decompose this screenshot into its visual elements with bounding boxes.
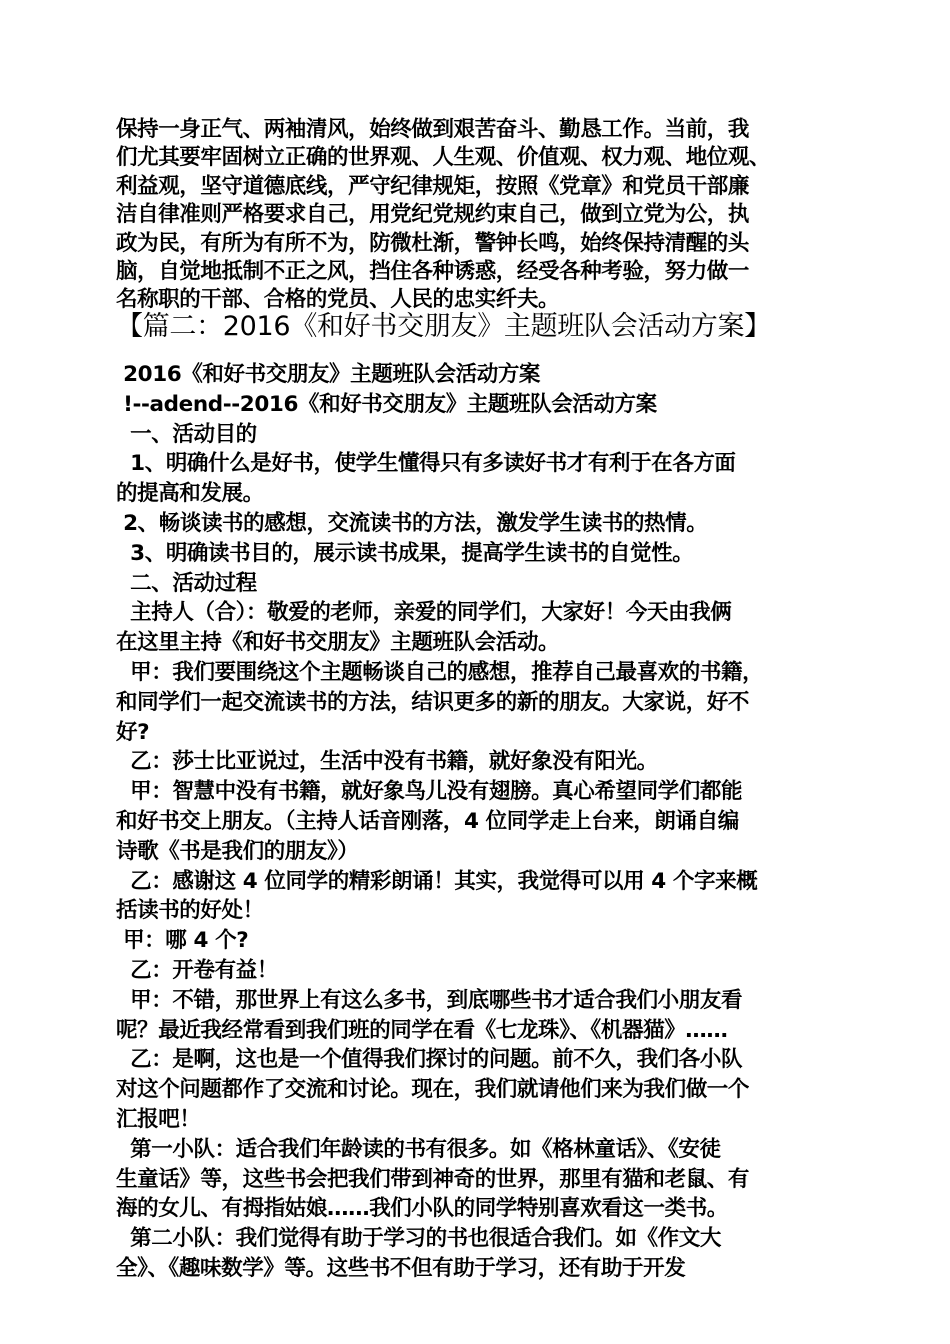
paragraph-line: 名称职的干部、合格的党员、人民的忠实纤夫。: [116, 287, 560, 313]
text-line: 和同学们一起交流读书的方法，结识更多的新的朋友。大家说，好不: [116, 689, 750, 715]
text-line: 海的女儿、有拇指姑娘……我们小队的同学特别喜欢看这一类书。: [116, 1196, 728, 1222]
text-line: 第二小队：我们觉得有助于学习的书也很适合我们。如《作文大: [116, 1226, 721, 1252]
paragraph-line: 们尤其要牢固树立正确的世界观、人生观、价值观、权力观、地位观、: [116, 145, 771, 171]
text-line: 甲：哪 4 个?: [116, 928, 249, 954]
text-line: 一、活动目的: [116, 421, 257, 447]
text-line: 甲：智慧中没有书籍，就好象鸟儿没有翅膀。真心希望同学们都能: [116, 779, 743, 805]
text-line: 和好书交上朋友。（主持人话音刚落，4 位同学走上台来，朗诵自编: [116, 808, 739, 834]
text-line: 生童话》等，这些书会把我们带到神奇的世界，那里有猫和老鼠、有: [116, 1166, 750, 1192]
text-line: 乙：感谢这 4 位同学的精彩朗诵！其实，我觉得可以用 4 个字来概: [116, 868, 758, 894]
text-line: 乙：开卷有益！: [116, 957, 278, 983]
paragraph-line: 洁自律准则严格要求自己，用党纪党规约束自己，做到立党为公，执: [116, 202, 750, 228]
text-line: 好?: [116, 719, 150, 745]
paragraph-line: 政为民，有所为有所不为，防微杜渐，警钟长鸣，始终保持清醒的头: [116, 230, 750, 256]
text-line: 的提高和发展。: [116, 481, 264, 507]
text-line: 诗歌《书是我们的朋友》）: [116, 838, 359, 864]
intro-paragraph: [116, 116, 846, 315]
text-line: 1、明确什么是好书，使学生懂得只有多读好书才有利于在各方面: [116, 451, 736, 477]
paragraph-line: 利益观，坚守道德底线，严守纪律规矩，按照《党章》和党员干部廉: [116, 173, 750, 199]
text-line: 呢？最近我经常看到我们班的同学在看《七龙珠》、《机器猫》……: [116, 1017, 728, 1043]
text-line: 二、活动过程: [116, 570, 257, 596]
text-line: 乙：是啊，这也是一个值得我们探讨的问题。前不久，我们各小队: [116, 1047, 743, 1073]
text-line: 甲：我们要围绕这个主题畅谈自己的感想，推荐自己最喜欢的书籍，: [116, 659, 764, 685]
text-line: 主持人（合）：敬爱的老师，亲爱的同学们，大家好！今天由我俩: [116, 600, 732, 626]
text-line: 2016《和好书交朋友》主题班队会活动方案: [116, 362, 541, 387]
text-line: !--adend--2016《和好书交朋友》主题班队会活动方案: [116, 391, 657, 417]
paragraph-line: 保持一身正气、两袖清风，始终做到艰苦奋斗、勤恳工作。当前，我: [116, 117, 750, 142]
text-line: 在这里主持《和好书交朋友》主题班队会活动。: [116, 630, 560, 656]
text-line: 第一小队：适合我们年龄读的书有很多。如《格林童话》、《安徒: [116, 1136, 721, 1162]
text-line: 全》、《趣味数学》等。这些书不但有助于学习，还有助于开发: [116, 1255, 686, 1281]
text-line: 乙：莎士比亚说过，生活中没有书籍，就好象没有阳光。: [116, 749, 658, 775]
paragraph-line: 脑，自觉地抵制不正之风，挡住各种诱惑，经受各种考验，努力做一: [116, 259, 750, 285]
text-line: 3、明确读书目的，展示读书成果，提高学生读书的自觉性。: [116, 540, 694, 566]
text-line: 括读书的好处！: [116, 898, 264, 924]
body-text: [116, 360, 846, 1284]
text-line: 2、畅谈读书的感想，交流读书的方法，激发学生读书的热情。: [116, 510, 708, 536]
text-line: 汇报吧！: [116, 1106, 201, 1132]
section-title: 【篇二：2016《和好书交朋友》主题班队会活动方案】: [116, 311, 771, 342]
text-line: 甲：不错，那世界上有这么多书，到底哪些书才适合我们小朋友看: [116, 987, 743, 1013]
text-line: 对这个问题都作了交流和讨论。现在，我们就请他们来为我们做一个: [116, 1077, 750, 1103]
